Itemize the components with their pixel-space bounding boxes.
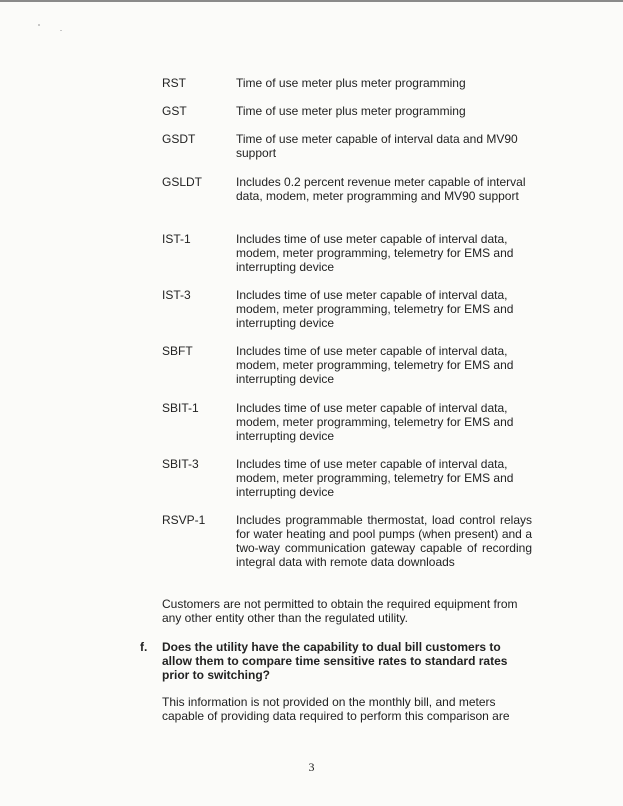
rate-code: GST: [162, 104, 187, 118]
table-row: [162, 513, 532, 569]
rate-code: GSLDT: [162, 175, 203, 189]
answer-paragraph: This information is not provided on the monthly bill, and meters capable of providing data required to perform this comparison are: [162, 695, 510, 723]
equipment-description: Includes programmable thermostat, load control relays for water heating and pool pumps (when present) and a two-way communication gateway capable of recording integral data with remote data downloads: [236, 513, 532, 569]
table-row: [162, 132, 532, 160]
rate-code: SBIT-3: [162, 457, 199, 471]
equipment-description: Includes time of use meter capable of interval data, modem, meter programming, telemetry for EMS and interrupting device: [236, 232, 514, 274]
table-row: [162, 76, 532, 90]
scan-top-edge: [0, 0, 623, 2]
rate-code: IST-3: [162, 288, 191, 302]
table-row: [162, 232, 532, 274]
rate-code: GSDT: [162, 132, 196, 146]
question-letter: f.: [140, 640, 148, 654]
rate-code: SBIT-1: [162, 401, 199, 415]
table-row: [162, 457, 532, 499]
equipment-description: Includes time of use meter capable of interval data, modem, meter programming, telemetry for EMS and interrupting device: [236, 288, 514, 330]
table-row: [162, 104, 532, 118]
table-row: [162, 344, 532, 386]
scan-speck: [60, 30, 62, 31]
rate-code: RST: [162, 76, 186, 90]
equipment-description: Includes time of use meter capable of interval data, modem, meter programming, telemetry for EMS and interrupting device: [236, 457, 514, 499]
table-row: [162, 175, 532, 203]
equipment-description: Time of use meter capable of interval data and MV90 support: [236, 132, 518, 160]
scan-speck: [38, 24, 40, 26]
equipment-description: Includes time of use meter capable of interval data, modem, meter programming, telemetry for EMS and interrupting device: [236, 401, 514, 443]
equipment-description: Time of use meter plus meter programming: [236, 104, 466, 118]
equipment-description: Includes 0.2 percent revenue meter capable of interval data, modem, meter programming and MV90 support: [236, 175, 526, 203]
rate-code: SBFT: [162, 344, 193, 358]
page-number: 3: [308, 760, 315, 774]
table-row: [162, 401, 532, 443]
table-row: [162, 288, 532, 330]
rate-code: RSVP-1: [162, 513, 206, 527]
question-text: Does the utility have the capability to dual bill customers to allow them to compare time sensitive rates to standard rates prior to switching?: [162, 640, 508, 682]
rate-code: IST-1: [162, 232, 191, 246]
equipment-description: Includes time of use meter capable of interval data, modem, meter programming, telemetry for EMS and interrupting device: [236, 344, 514, 386]
customers-note: Customers are not permitted to obtain the required equipment from any other entity other than the regulated utility.: [162, 597, 518, 625]
equipment-description: Time of use meter plus meter programming: [236, 76, 466, 90]
